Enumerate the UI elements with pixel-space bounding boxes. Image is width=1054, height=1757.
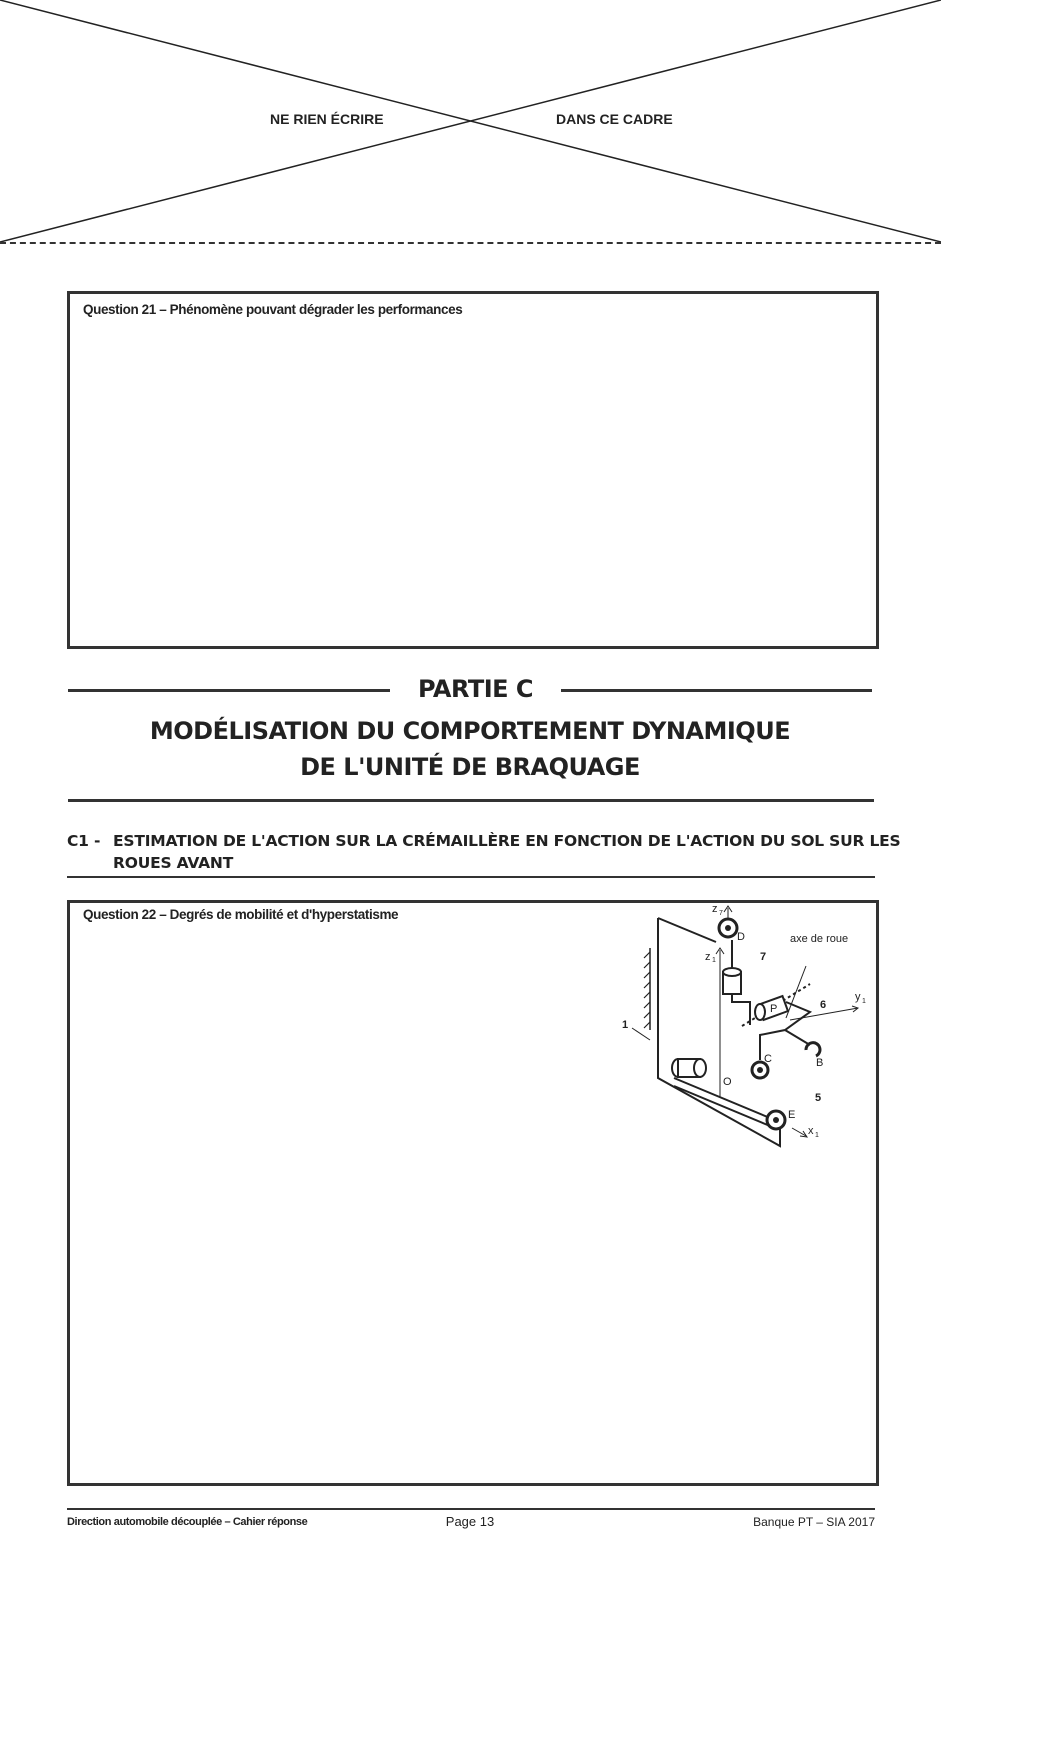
section-c1-title-line1: ESTIMATION DE L'ACTION SUR LA CRÉMAILLÈRE EN FONCTION DE L'ACTION DU SOL SUR LES [113,832,901,850]
label-x1: x [808,1125,814,1137]
label-6: 6 [820,999,827,1011]
title-rule-left [68,689,390,692]
part-subtitle-line1: MODÉLISATION DU COMPORTEMENT DYNAMIQUE [149,717,791,745]
footer-page-number: Page 13 [445,1514,495,1529]
label-B: B [816,1057,824,1069]
part-title: PARTIE C [417,675,534,703]
label-O: O [723,1076,732,1088]
section-c1-rule [67,876,875,878]
label-E: E [788,1109,796,1121]
label-C: C [764,1053,772,1065]
label-x1-sub: 1 [815,1132,819,1139]
label-axe-de-roue: axe de roue [790,933,849,945]
label-y1: y [855,991,861,1003]
footer-right: Banque PT – SIA 2017 [753,1515,875,1529]
title-rule-bottom [68,799,874,802]
label-z7-sub: 7 [719,910,723,917]
no-write-zone-cross [0,0,941,245]
label-z1: z [705,951,711,963]
question-22-label: Question 22 – Degrés de mobilité et d'hyperstatisme [83,907,399,922]
kinematic-diagram [610,900,875,1150]
question-21-answer-box[interactable] [67,291,879,649]
footer-left: Direction automobile découplée – Cahier réponse [67,1516,308,1528]
label-z7: z [712,903,718,915]
label-P: P [770,1003,778,1015]
no-write-left-text: NE RIEN ÉCRIRE [270,111,384,127]
label-z1-sub: 1 [712,957,716,964]
question-21-label: Question 21 – Phénomène pouvant dégrader les performances [83,302,463,317]
no-write-right-text: DANS CE CADRE [556,111,673,127]
part-subtitle-line2: DE L'UNITÉ DE BRAQUAGE [300,753,640,781]
label-y1-sub: 1 [862,998,866,1005]
section-c1-title-line2: ROUES AVANT [113,854,234,872]
label-1: 1 [622,1019,629,1031]
footer-rule [67,1508,875,1510]
label-5: 5 [815,1092,822,1104]
label-7: 7 [760,951,767,963]
section-c1-number: C1 - [67,832,101,850]
title-rule-right [561,689,872,692]
cut-line [0,242,941,244]
label-D: D [737,931,745,943]
